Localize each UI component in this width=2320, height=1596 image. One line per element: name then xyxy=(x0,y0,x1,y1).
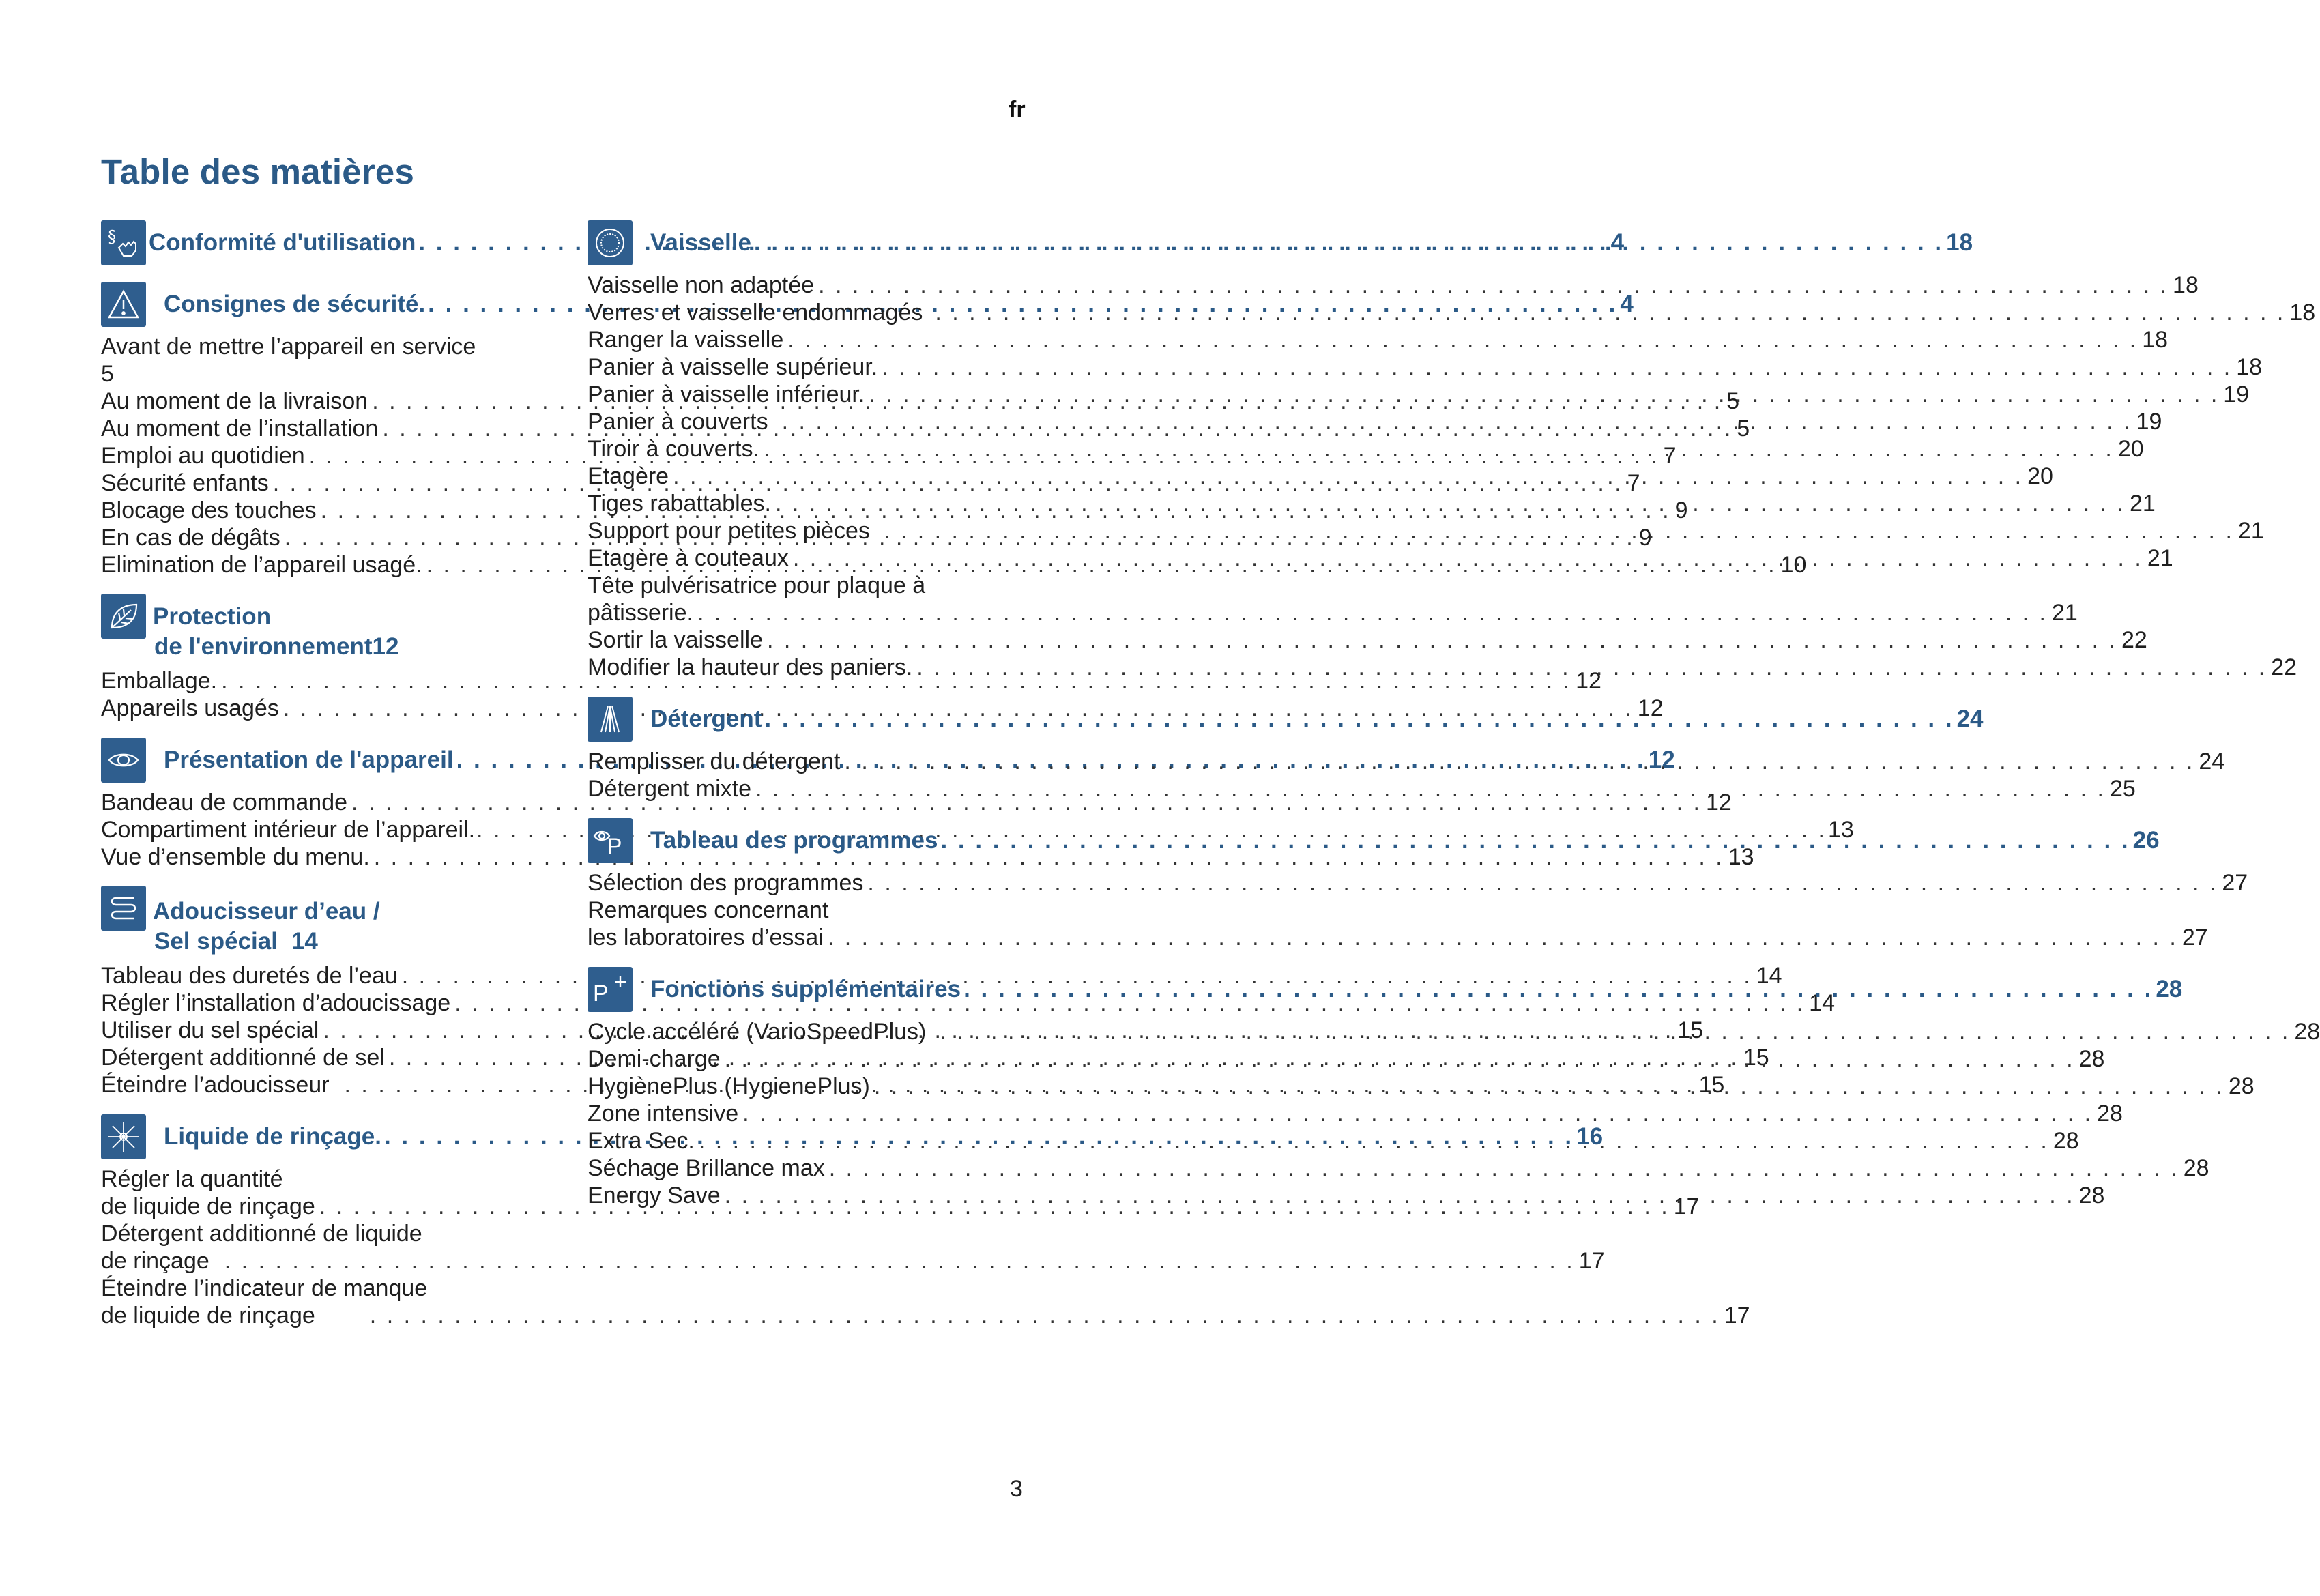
entry-text-line1: Remarques concernant xyxy=(588,897,829,923)
section-title: Fonctions supplémentaires xyxy=(650,976,961,1002)
leader-dots xyxy=(869,381,2219,408)
water-softener-icon xyxy=(101,886,146,931)
leader-dots xyxy=(755,775,2106,802)
section-page: 28 xyxy=(2156,976,2183,1002)
toc-entry[interactable] xyxy=(588,869,2248,897)
entry-text: Energy Save xyxy=(588,1183,721,1208)
leader-dots xyxy=(935,299,2285,326)
entry-page: 9 xyxy=(1638,525,1652,551)
entry-page: 12 xyxy=(1637,695,1664,721)
program-plus-icon xyxy=(588,967,633,1012)
leader-dots xyxy=(697,599,2048,626)
page-title: Table des matières xyxy=(101,152,415,191)
entry-page: 21 xyxy=(2051,600,2078,626)
entry-text: Remplisser du détergent xyxy=(588,749,841,774)
section-title-line2: de l'environnement xyxy=(154,633,373,660)
entry-text: Détergent mixte xyxy=(588,776,751,802)
entry-text: Elimination de l’appareil usagé. xyxy=(101,552,422,578)
entry-page: 28 xyxy=(2183,1155,2209,1181)
entry-page: 18 xyxy=(2142,327,2169,353)
entry-page: 15 xyxy=(1743,1045,1769,1071)
entry-page: 18 xyxy=(2289,300,2316,325)
entry-page: 24 xyxy=(2199,749,2225,774)
paragraph-hand-icon xyxy=(101,220,146,265)
leader-dots xyxy=(725,1045,2075,1073)
leader-dots xyxy=(867,869,2218,897)
entry-text: Séchage Brillance max xyxy=(588,1155,825,1181)
entry-text: Au moment de la livraison xyxy=(101,388,368,414)
entry-page: 19 xyxy=(2136,409,2162,435)
detergent-icon xyxy=(588,697,633,742)
leader-dots xyxy=(782,408,2132,435)
leader-dots xyxy=(940,1018,2290,1045)
leader-dots xyxy=(882,353,2232,381)
leader-dots xyxy=(370,1302,1720,1329)
entry-text: Tableau des duretés de l’eau xyxy=(101,963,398,989)
entry-text: En cas de dégâts xyxy=(101,525,280,551)
entry-text: Modifier la hauteur des paniers. xyxy=(588,654,913,680)
entry-page: 22 xyxy=(2271,654,2297,680)
leader-dots xyxy=(963,974,2153,1004)
leader-dots xyxy=(764,704,1954,734)
entry-text: Emballage. xyxy=(101,668,218,694)
entry-text: Tiges rabattables. xyxy=(588,491,771,517)
entry-page: 21 xyxy=(2237,518,2264,544)
toc-entry[interactable] xyxy=(101,843,1754,871)
entry-text: Etagère à couteaux xyxy=(588,545,789,571)
section-title: Liquide de rinçage. xyxy=(164,1123,381,1150)
section-heading[interactable] xyxy=(101,594,558,662)
section-heading[interactable] xyxy=(101,886,558,957)
leaf-icon xyxy=(101,594,146,639)
entry-page: 5 xyxy=(1737,416,1750,441)
entry-text: Sélection des programmes xyxy=(588,870,864,896)
toc-entry[interactable] xyxy=(588,353,2263,381)
entry-page: 19 xyxy=(2223,381,2250,407)
entry-text: Sortir la vaisselle xyxy=(588,627,763,653)
section-title-line2: Sel spécial xyxy=(154,928,278,955)
entry-text: Avant de mettre l’appareil en service xyxy=(101,334,476,360)
entry-text: Au moment de l’installation xyxy=(101,416,379,441)
toc-entry[interactable] xyxy=(588,435,2144,463)
leader-dots xyxy=(829,1155,2179,1182)
entry-page: 21 xyxy=(2147,545,2173,571)
section-page: 26 xyxy=(2132,827,2160,854)
entry-text-line2: les laboratoires d’essai xyxy=(588,925,824,951)
section-page: 12 xyxy=(1648,746,1675,773)
entry-page: 15 xyxy=(1698,1072,1725,1098)
entry-page: 12 xyxy=(1706,789,1732,815)
svg-text:§: § xyxy=(108,227,116,246)
leader-dots xyxy=(916,654,2267,681)
section-page: 14 xyxy=(291,928,318,955)
entry-text: Utiliser du sel spécial xyxy=(101,1017,319,1043)
entry-page: 28 xyxy=(2294,1019,2320,1045)
toc-entry[interactable] xyxy=(101,333,558,388)
toc-entry[interactable] xyxy=(588,517,2264,545)
entry-page: 14 xyxy=(1756,963,1782,989)
entry-text-line2: de liquide de rinçage xyxy=(101,1193,315,1219)
entry-page: 17 xyxy=(1673,1193,1700,1219)
entry-text-line1: Tête pulvérisatrice pour plaque à xyxy=(588,572,926,598)
entry-text: Régler l’installation d’adoucissage xyxy=(101,990,451,1016)
entry-text: Verres et vaisselle endommagés xyxy=(588,300,923,325)
entry-text: Blocage des touches xyxy=(101,497,317,523)
svg-text:P: P xyxy=(593,981,609,1006)
entry-text: Vaisselle non adaptée xyxy=(588,272,815,298)
entry-page: 25 xyxy=(2109,776,2136,802)
entry-page: 5 xyxy=(101,361,114,387)
leader-dots xyxy=(884,517,2234,545)
entry-page: 27 xyxy=(2222,870,2248,896)
entry-page: 15 xyxy=(1677,1017,1704,1043)
entry-text: Panier à couverts xyxy=(588,409,768,435)
section-title: Tableau des programmes xyxy=(650,827,938,854)
section-title-line1: Protection xyxy=(153,603,272,630)
leader-dots xyxy=(725,1182,2075,1209)
entry-page: 12 xyxy=(1576,668,1601,694)
section-page: 24 xyxy=(1956,706,1984,732)
entry-text-line2: de liquide de rinçage xyxy=(101,1303,315,1329)
section-heading[interactable] xyxy=(588,220,1973,266)
toc-entry[interactable] xyxy=(588,381,2250,408)
leader-dots xyxy=(224,1247,1575,1275)
toc-entry[interactable] xyxy=(101,1220,1605,1275)
entry-text-line1: Éteindre l’indicateur de manque xyxy=(101,1275,428,1301)
entry-text-line2: pâtisserie. xyxy=(588,600,693,626)
toc-entry[interactable] xyxy=(588,572,2078,626)
entry-text: Support pour petites pièces xyxy=(588,518,870,544)
toc-entry[interactable] xyxy=(588,1100,2123,1127)
entry-page: 13 xyxy=(1728,844,1754,870)
toc-entry[interactable] xyxy=(588,272,2199,299)
section-title: Vaisselle xyxy=(650,229,751,256)
leader-dots xyxy=(844,748,2194,775)
leader-dots xyxy=(699,1127,2049,1155)
entry-page: 7 xyxy=(1663,443,1677,469)
toc-entry[interactable] xyxy=(588,326,2169,353)
entry-page: 22 xyxy=(2121,627,2147,653)
entry-text: Sécurité enfants xyxy=(101,470,269,496)
entry-page: 10 xyxy=(1780,552,1807,578)
entry-text: Etagère xyxy=(588,463,669,489)
entry-text: Demi-charge xyxy=(588,1046,721,1072)
entry-page: 18 xyxy=(2236,354,2263,380)
leader-dots xyxy=(818,272,2169,299)
entry-text-line1: Régler la quantité xyxy=(101,1166,283,1192)
section-title: Présentation de l'appareil xyxy=(164,746,454,773)
leader-dots xyxy=(764,435,2114,463)
toc-entry[interactable] xyxy=(588,1155,2209,1182)
entry-text: Éteindre l’adoucisseur xyxy=(101,1072,330,1098)
leader-dots xyxy=(775,490,2126,517)
entry-text: Ranger la vaisselle xyxy=(588,327,784,353)
entry-page: 7 xyxy=(1627,470,1640,496)
entry-page: 9 xyxy=(1674,497,1688,523)
section-page: 18 xyxy=(1946,229,1973,256)
toc-entry[interactable] xyxy=(588,463,2053,490)
toc-entry[interactable] xyxy=(588,897,2208,951)
entry-text: Zone intensive xyxy=(588,1101,739,1127)
section-title: Consignes de sécurité. xyxy=(164,291,426,317)
entry-text: Tiroir à couverts. xyxy=(588,436,759,462)
leader-dots xyxy=(742,1100,2093,1127)
entry-text: Appareils usagés xyxy=(101,695,279,721)
entry-page: 13 xyxy=(1828,817,1854,843)
entry-page: 5 xyxy=(1726,388,1740,414)
entry-text: Extra Sec. xyxy=(588,1128,695,1154)
section-title: Conformité d'utilisation xyxy=(149,229,416,256)
leader-dots xyxy=(793,545,2143,572)
entry-page: 14 xyxy=(1809,990,1835,1016)
entry-page: 17 xyxy=(1578,1248,1605,1274)
entry-text: Panier à vaisselle supérieur. xyxy=(588,354,878,380)
leader-dots xyxy=(754,228,1943,258)
entry-text: Cycle accéléré (VarioSpeedPlus) xyxy=(588,1019,927,1045)
section-page: 16 xyxy=(1576,1123,1604,1150)
entry-page: 20 xyxy=(2027,463,2053,489)
entry-text: Panier à vaisselle inférieur. xyxy=(588,381,865,407)
entry-text: Emploi au quotidien xyxy=(101,443,305,469)
entry-page: 28 xyxy=(2228,1073,2254,1099)
leader-dots xyxy=(940,826,2130,856)
leader-dots xyxy=(787,326,2138,353)
entry-page: 21 xyxy=(2129,491,2156,517)
entry-text-line1: Détergent additionné de liquide xyxy=(101,1221,422,1247)
section-title-line1: Adoucisseur d’eau / xyxy=(153,898,380,925)
svg-text:P: P xyxy=(607,834,622,858)
warning-triangle-icon xyxy=(101,282,146,327)
toc-entry[interactable] xyxy=(588,299,2316,326)
entry-text-line2: de rinçage xyxy=(101,1248,209,1274)
leader-dots xyxy=(828,924,2178,951)
section-page: 4 xyxy=(1610,229,1625,256)
toc-entry[interactable] xyxy=(588,490,2156,517)
entry-page: 28 xyxy=(2078,1046,2105,1072)
sparkle-icon xyxy=(101,1114,146,1159)
plate-icon xyxy=(588,220,633,265)
section-page: 12 xyxy=(372,633,399,660)
toc-entry[interactable] xyxy=(101,1275,1750,1329)
leader-dots xyxy=(767,626,2117,654)
entry-page: 28 xyxy=(2078,1183,2105,1208)
section-page: 4 xyxy=(1620,291,1634,317)
toc-entry[interactable] xyxy=(588,626,2147,654)
entry-page: 17 xyxy=(1724,1303,1750,1329)
toc-entry[interactable] xyxy=(588,408,2162,435)
entry-text: Compartiment intérieur de l’appareil. xyxy=(101,817,476,843)
entry-page: 20 xyxy=(2117,436,2144,462)
entry-text: Bandeau de commande xyxy=(101,789,348,815)
page-number: 3 xyxy=(1010,1476,1023,1502)
entry-text: Vue d’ensemble du menu. xyxy=(101,844,370,870)
language-code: fr xyxy=(1009,97,1026,123)
leader-dots xyxy=(874,1073,2224,1100)
entry-text: Détergent additionné de sel xyxy=(101,1045,385,1071)
entry-page: 27 xyxy=(2181,925,2208,951)
program-table-icon xyxy=(588,818,633,863)
eye-icon xyxy=(101,738,146,783)
entry-text: HygiènePlus (HygienePlus) xyxy=(588,1073,870,1099)
leader-dots xyxy=(673,463,2023,490)
section-title: Détergent xyxy=(650,706,762,732)
entry-page: 18 xyxy=(2173,272,2199,298)
entry-page: 28 xyxy=(2097,1101,2123,1127)
entry-page: 28 xyxy=(2053,1128,2079,1154)
